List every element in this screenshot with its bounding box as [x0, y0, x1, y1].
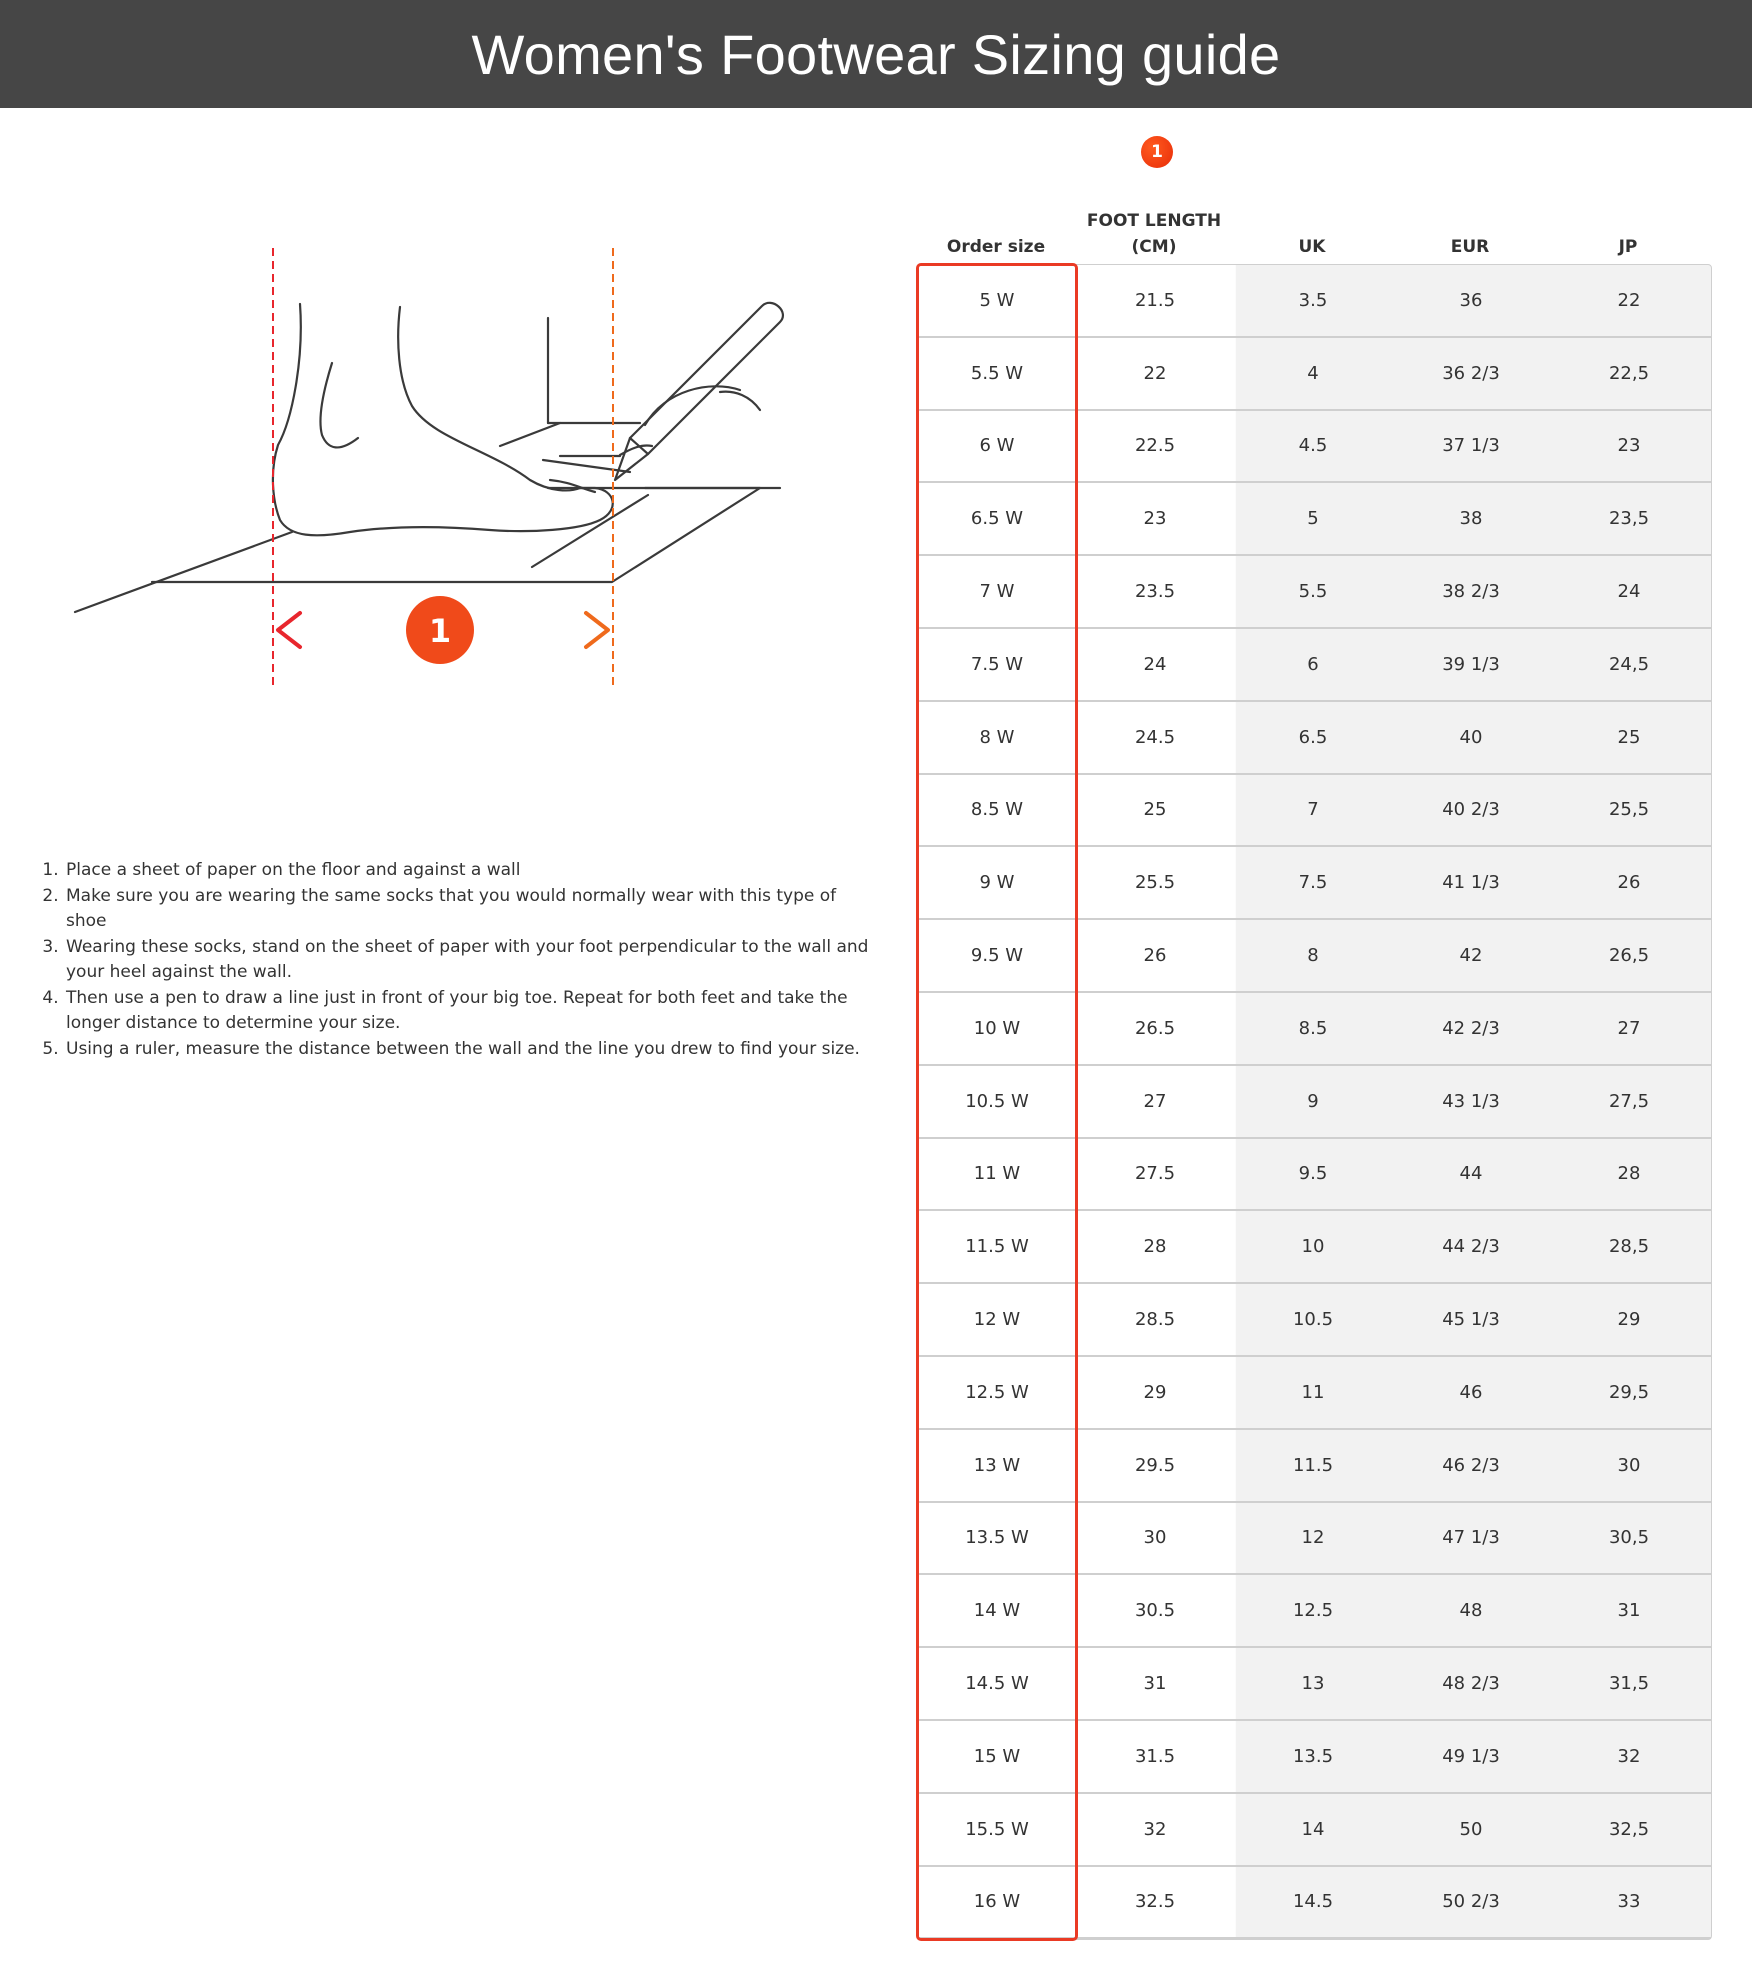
table-row	[918, 1357, 1711, 1430]
uk-size-cell: 7	[1307, 799, 1319, 821]
table-row	[918, 847, 1711, 920]
table-row	[918, 411, 1711, 484]
order-size-cell: 10.5 W	[965, 1090, 1029, 1112]
instruction-step: 5. Using a ruler, measure the distance between the wall and the line you drew to find your size.	[64, 1037, 870, 1063]
uk-size-cell: 5	[1307, 508, 1319, 530]
foot-length-cell: 32.5	[1134, 1891, 1176, 1913]
jp-size-cell: 31,5	[1608, 1673, 1650, 1695]
uk-size-cell: 12	[1301, 1527, 1325, 1549]
uk-size-cell: 4	[1307, 362, 1319, 384]
measuring-instructions	[40, 858, 870, 1062]
uk-size-cell: 3.5	[1298, 289, 1328, 311]
order-size-cell: 15 W	[973, 1745, 1021, 1767]
instruction-step: 3. Wearing these socks, stand on the sheet of paper with your foot perpendicular to the wall and your heel against the wall.	[64, 935, 870, 986]
instruction-step: 4. Then use a pen to draw a line just in front of your big toe. Repeat for both feet and take the longer distance to determine your size.	[64, 986, 870, 1037]
eur-size-cell: 41 1/3	[1442, 872, 1500, 894]
foot-length-cell: 26.5	[1134, 1017, 1176, 1039]
table-row	[918, 1575, 1711, 1648]
jp-size-cell: 30	[1617, 1454, 1641, 1476]
eur-size-cell: 47 1/3	[1442, 1527, 1500, 1549]
table-row	[918, 1284, 1711, 1357]
order-size-cell: 14.5 W	[965, 1673, 1029, 1695]
uk-size-cell: 8.5	[1298, 1017, 1328, 1039]
table-row	[918, 1139, 1711, 1212]
order-size-cell: 9.5 W	[970, 945, 1024, 967]
uk-size-cell: 11	[1301, 1381, 1325, 1403]
foot-length-cell: 25	[1143, 799, 1167, 821]
foot-length-cell: 27	[1143, 1090, 1167, 1112]
table-row	[918, 702, 1711, 775]
order-size-cell: 6.5 W	[970, 508, 1024, 530]
order-size-cell: 5 W	[979, 289, 1015, 311]
eur-size-cell: 42 2/3	[1442, 1017, 1500, 1039]
column-header-order-size: Order size	[946, 237, 1046, 257]
order-size-cell: 13.5 W	[965, 1527, 1029, 1549]
foot-length-cell: 31.5	[1134, 1745, 1176, 1767]
uk-size-cell: 10	[1301, 1236, 1325, 1258]
eur-size-cell: 37 1/3	[1442, 435, 1500, 457]
jp-size-cell: 23,5	[1608, 508, 1650, 530]
foot-length-cell: 26	[1143, 945, 1167, 967]
uk-size-cell: 12.5	[1292, 1600, 1334, 1622]
jp-size-cell: 24,5	[1608, 653, 1650, 675]
table-row	[918, 629, 1711, 702]
order-size-cell: 11.5 W	[965, 1236, 1029, 1258]
uk-size-cell: 5.5	[1298, 581, 1328, 603]
page-header	[0, 0, 1752, 108]
instruction-step: 2. Make sure you are wearing the same socks that you would normally wear with this type of shoe	[64, 884, 870, 935]
table-body	[917, 264, 1712, 1940]
jp-size-cell: 22	[1617, 289, 1641, 311]
jp-size-cell: 26,5	[1608, 945, 1650, 967]
jp-size-cell: 29,5	[1608, 1381, 1650, 1403]
order-size-cell: 8 W	[979, 726, 1015, 748]
uk-size-cell: 6	[1307, 653, 1319, 675]
eur-size-cell: 48	[1459, 1600, 1483, 1622]
table-row	[918, 920, 1711, 993]
eur-size-cell: 49 1/3	[1442, 1745, 1500, 1767]
order-size-cell: 14 W	[973, 1600, 1021, 1622]
uk-size-cell: 11.5	[1292, 1454, 1334, 1476]
jp-size-cell: 23	[1617, 435, 1641, 457]
column-header-uk: UK	[1298, 237, 1326, 257]
eur-size-cell: 38 2/3	[1442, 581, 1500, 603]
eur-size-cell: 44 2/3	[1442, 1236, 1500, 1258]
table-row	[918, 556, 1711, 629]
table-row	[918, 775, 1711, 848]
eur-size-cell: 50	[1459, 1818, 1483, 1840]
jp-size-cell: 27	[1617, 1017, 1641, 1039]
foot-length-cell: 29	[1143, 1381, 1167, 1403]
size-table	[917, 190, 1712, 1940]
eur-size-cell: 38	[1459, 508, 1483, 530]
foot-length-cell: 25.5	[1134, 872, 1176, 894]
uk-size-cell: 14	[1301, 1818, 1325, 1840]
eur-size-cell: 43 1/3	[1442, 1090, 1500, 1112]
jp-size-cell: 33	[1617, 1891, 1641, 1913]
table-row	[918, 1211, 1711, 1284]
order-size-cell: 6 W	[979, 435, 1015, 457]
table-row	[918, 1648, 1711, 1721]
instruction-list	[40, 858, 870, 1062]
uk-size-cell: 6.5	[1298, 726, 1328, 748]
page-title: Women's Footwear Sizing guide	[471, 22, 1281, 86]
order-size-cell: 12 W	[973, 1309, 1021, 1331]
order-size-cell: 8.5 W	[970, 799, 1024, 821]
jp-size-cell: 32	[1617, 1745, 1641, 1767]
jp-size-cell: 24	[1617, 581, 1641, 603]
table-row	[918, 1430, 1711, 1503]
foot-length-cell: 30	[1143, 1527, 1167, 1549]
eur-size-cell: 46	[1459, 1381, 1483, 1403]
order-size-cell: 12.5 W	[965, 1381, 1029, 1403]
jp-size-cell: 28	[1617, 1163, 1641, 1185]
uk-size-cell: 14.5	[1292, 1891, 1334, 1913]
jp-size-cell: 25,5	[1608, 799, 1650, 821]
eur-size-cell: 39 1/3	[1442, 653, 1500, 675]
eur-size-cell: 40	[1459, 726, 1483, 748]
foot-measurement-illustration	[60, 230, 820, 700]
eur-size-cell: 50 2/3	[1442, 1891, 1500, 1913]
order-size-cell: 13 W	[973, 1454, 1021, 1476]
foot-length-cell: 29.5	[1134, 1454, 1176, 1476]
uk-size-cell: 7.5	[1298, 872, 1328, 894]
foot-length-cell: 23	[1143, 508, 1167, 530]
jp-size-cell: 25	[1617, 726, 1641, 748]
foot-length-cell: 27.5	[1134, 1163, 1176, 1185]
uk-size-cell: 8	[1307, 945, 1319, 967]
eur-size-cell: 46 2/3	[1442, 1454, 1500, 1476]
foot-length-cell: 32	[1143, 1818, 1167, 1840]
jp-size-cell: 29	[1617, 1309, 1641, 1331]
foot-length-marker-badge: 1	[1141, 136, 1173, 168]
order-size-cell: 5.5 W	[970, 362, 1024, 384]
order-size-cell: 7.5 W	[970, 653, 1024, 675]
order-size-cell: 15.5 W	[965, 1818, 1029, 1840]
table-row	[918, 1794, 1711, 1867]
order-size-cell: 9 W	[979, 872, 1015, 894]
column-header-jp: JP	[1618, 237, 1638, 257]
order-size-cell: 7 W	[979, 581, 1015, 603]
table-row	[918, 1721, 1711, 1794]
jp-size-cell: 28,5	[1608, 1236, 1650, 1258]
foot-length-cell: 30.5	[1134, 1600, 1176, 1622]
foot-length-cell: 23.5	[1134, 581, 1176, 603]
foot-length-cell: 22.5	[1134, 435, 1176, 457]
uk-size-cell: 9	[1307, 1090, 1319, 1112]
foot-length-cell: 24	[1143, 653, 1167, 675]
instruction-step: 1. Place a sheet of paper on the floor and against a wall	[64, 858, 870, 884]
table-row	[918, 1867, 1711, 1940]
order-size-cell: 11 W	[973, 1163, 1021, 1185]
column-header-eur: EUR	[1450, 237, 1490, 257]
eur-size-cell: 42	[1459, 945, 1483, 967]
foot-length-cell: 31	[1143, 1673, 1167, 1695]
uk-size-cell: 9.5	[1298, 1163, 1328, 1185]
foot-length-cell: 24.5	[1134, 726, 1176, 748]
table-header	[917, 190, 1712, 262]
table-row	[918, 338, 1711, 411]
eur-size-cell: 40 2/3	[1442, 799, 1500, 821]
foot-length-cell: 22	[1143, 362, 1167, 384]
table-row	[918, 1503, 1711, 1576]
eur-size-cell: 45 1/3	[1442, 1309, 1500, 1331]
eur-size-cell: 36	[1459, 289, 1483, 311]
eur-size-cell: 36 2/3	[1442, 362, 1500, 384]
order-size-cell: 16 W	[973, 1891, 1021, 1913]
foot-length-cell: 28	[1143, 1236, 1167, 1258]
eur-size-cell: 48 2/3	[1442, 1673, 1500, 1695]
order-size-cell: 10 W	[973, 1017, 1021, 1039]
column-header-foot-length: FOOT LENGTH (CM)	[1086, 211, 1222, 257]
jp-size-cell: 32,5	[1608, 1818, 1650, 1840]
table-row	[918, 483, 1711, 556]
jp-size-cell: 30,5	[1608, 1527, 1650, 1549]
jp-size-cell: 22,5	[1608, 362, 1650, 384]
jp-size-cell: 26	[1617, 872, 1641, 894]
uk-size-cell: 13	[1301, 1673, 1325, 1695]
eur-size-cell: 44	[1459, 1163, 1483, 1185]
table-row	[918, 993, 1711, 1066]
jp-size-cell: 31	[1617, 1600, 1641, 1622]
foot-length-cell: 21.5	[1134, 289, 1176, 311]
jp-size-cell: 27,5	[1608, 1090, 1650, 1112]
foot-length-cell: 28.5	[1134, 1309, 1176, 1331]
uk-size-cell: 13.5	[1292, 1745, 1334, 1767]
uk-size-cell: 10.5	[1292, 1309, 1334, 1331]
table-row	[918, 1066, 1711, 1139]
measurement-marker: 1	[428, 612, 452, 650]
uk-size-cell: 4.5	[1298, 435, 1328, 457]
table-row	[918, 265, 1711, 338]
